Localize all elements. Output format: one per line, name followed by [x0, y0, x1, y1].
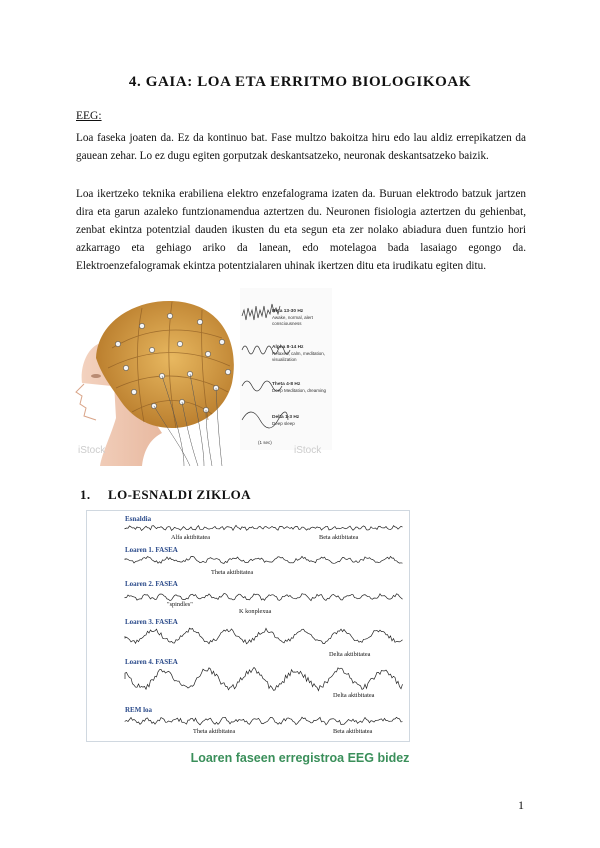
band-delta: Delta 1-3 Hz Deep sleep [272, 415, 300, 426]
time-scale-label: (1 sec) [258, 440, 272, 445]
annotation-theta: Theta aktibitatea [211, 569, 254, 576]
stage-label-4: Loaren 4. FASEA [125, 658, 178, 666]
section-label-eeg: EEG: [76, 110, 102, 122]
stage-label-awake: Esnaldia [125, 515, 152, 523]
band-theta: Theta 4-8 Hz Deep Meditation, dreaming [272, 382, 327, 393]
paragraph-2: Loa ikertzeko teknika erabiliena elektro enzefalograma izaten da. Buruan elektrodo batzuk jartzen dira eta garun azaleko funtzionamendua aztertzen du. Neuronen fisiologia aztertzen du gehienbat, zenbat ekintza potentzial dauden ikusten du eta segun eta zer nolako abiadura duen funtzio hori azkarrago eta gehiago ariko da lanean, edo motelagoa bada lasaiago egongo da. Elektroenzefalogramak ekintza potentzialaren uhinak ikertzen ditu eta irudikatu egiten ditu. [76, 188, 526, 272]
section-heading: 1. LO-ESNALDI ZIKLOA [80, 487, 251, 502]
band-alpha: Alpha 8-14 Hz Relaxed, calm, meditation, visualization [272, 345, 326, 362]
annotation-rem-theta: Theta aktibitatea [193, 728, 236, 735]
watermark-right: iStock [294, 445, 322, 456]
watermark-left: iStock [78, 445, 106, 456]
annotation-beta: Beta aktibitatea [319, 534, 359, 541]
page-title: 4. GAIA: LOA ETA ERRITMO BIOLOGIKOAK [128, 74, 472, 90]
trace-awake [125, 525, 403, 530]
page-number: 1 [518, 798, 524, 812]
annotation-delta-4: Delta aktibitatea [333, 692, 375, 699]
trace-stage-2 [125, 594, 403, 601]
annotation-rem-beta: Beta aktibitatea [333, 728, 373, 735]
trace-stage-1 [125, 556, 403, 563]
eeg-head-figure [72, 288, 332, 468]
sleep-stages-figure [86, 510, 410, 742]
trace-rem [125, 717, 403, 725]
annotation-k-complex: K konplexua [239, 608, 272, 615]
trace-stage-4 [125, 667, 403, 690]
band-beta: Beta 13-30 Hz Awake, normal, alert consciousness [272, 309, 313, 326]
stage-label-2: Loaren 2. FASEA [125, 580, 178, 588]
annotation-spindles: "spindles" [167, 601, 193, 608]
paragraph-1: Loa faseka joaten da. Ez da kontinuo bat. Fase multzo bakoitza hiru edo lau aldiz errepikatzen da gauean zehar. Lo ez dugu egiten gorputzak deskantsatzeko, neuronak deskantsatzeko baizik. [76, 132, 526, 162]
annotation-alpha: Alfa aktibitatea [171, 534, 210, 541]
stage-label-rem: REM loa [125, 706, 153, 714]
stage-label-1: Loaren 1. FASEA [125, 546, 178, 554]
annotation-delta-3: Delta aktibitatea [329, 651, 371, 658]
stage-label-3: Loaren 3. FASEA [125, 618, 178, 626]
figure-caption: Loaren faseen erregistroa EEG bidez [190, 751, 410, 765]
trace-stage-3 [125, 628, 403, 644]
